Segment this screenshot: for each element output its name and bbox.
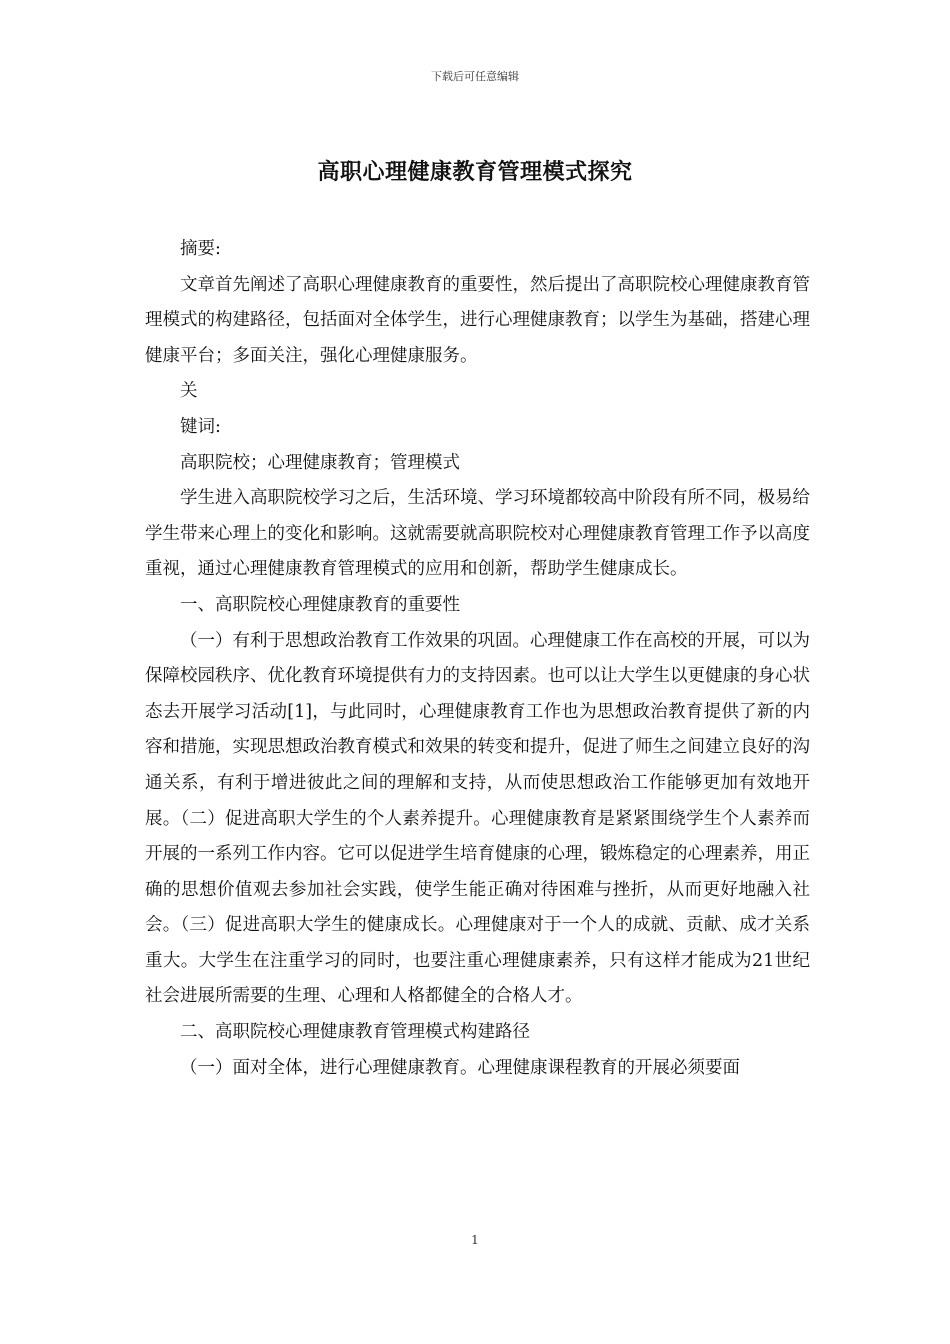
abstract-label: 摘要: bbox=[180, 239, 221, 259]
page-header-note: 下载后可任意编辑 bbox=[431, 70, 519, 83]
document-body bbox=[145, 232, 810, 1086]
page-number: 1 bbox=[471, 1233, 479, 1247]
section-heading-1: 一、高职院校心理健康教育的重要性 bbox=[180, 594, 460, 615]
section-heading-2: 二、高职院校心理健康教育管理模式构建路径 bbox=[180, 1022, 530, 1043]
intro-paragraph: 学生进入高职院校学习之后，生活环境、学习环境都较高中阶段有所不同，极易给学生带来心理上的变化和影响。这就需要就高职院校对心理健康教育管理工作予以高度重视，通过心理健康教育管理模式的应用和创新，帮助学生健康成长。 bbox=[145, 488, 810, 580]
abstract-paragraph: 文章首先阐述了高职心理健康教育的重要性，然后提出了高职院校心理健康教育管理模式的构建路径，包括面对全体学生，进行心理健康教育；以学生为基础，搭建心理健康平台；多面关注，强化心理健康服务。 bbox=[145, 274, 810, 366]
keywords-label-part2: 键词: bbox=[180, 416, 221, 437]
keywords-label-part1: 关 bbox=[180, 381, 198, 402]
keywords-paragraph: 高职院校；心理健康教育；管理模式 bbox=[180, 452, 460, 473]
section-1-paragraph: （一）有利于思想政治教育工作效果的巩固。心理健康工作在高校的开展，可以为保障校园秩序、优化教育环境提供有力的支持因素。也可以让大学生以更健康的身心状态去开展学习活动[1]，与此同时，心理健康教育工作也为思想政治教育提供了新的内容和措施，实现思想政治教育模式和效果的转变和提升，促进了师生之间建立良好的沟通关系，有利于增进彼此之间的理解和支持，从而使思想政治工作能够更加有效地开展。（二）促进高职大学生的个人素养提升。心理健康教育是紧紧围绕学生个人素养而开展的一系列工作内容。它可以促进学生培育健康的心理，锻炼稳定的心理素养，用正确的思想价值观去参加社会实践，使学生能正确对待困难与挫折，从而更好地融入社会。（三）促进高职大学生的健康成长。心理健康对于一个人的成就、贡献、成才关系重大。大学生在注重学习的同时，也要注重心理健康素养，只有这样才能成为21世纪社会进展所需要的生理、心理和人格都健全的合格人才。 bbox=[145, 630, 810, 1007]
document-title: 高职心理健康教育管理模式探究 bbox=[317, 159, 633, 185]
section-2-paragraph: （一）面对全体，进行心理健康教育。心理健康课程教育的开展必须要面 bbox=[180, 1057, 740, 1078]
